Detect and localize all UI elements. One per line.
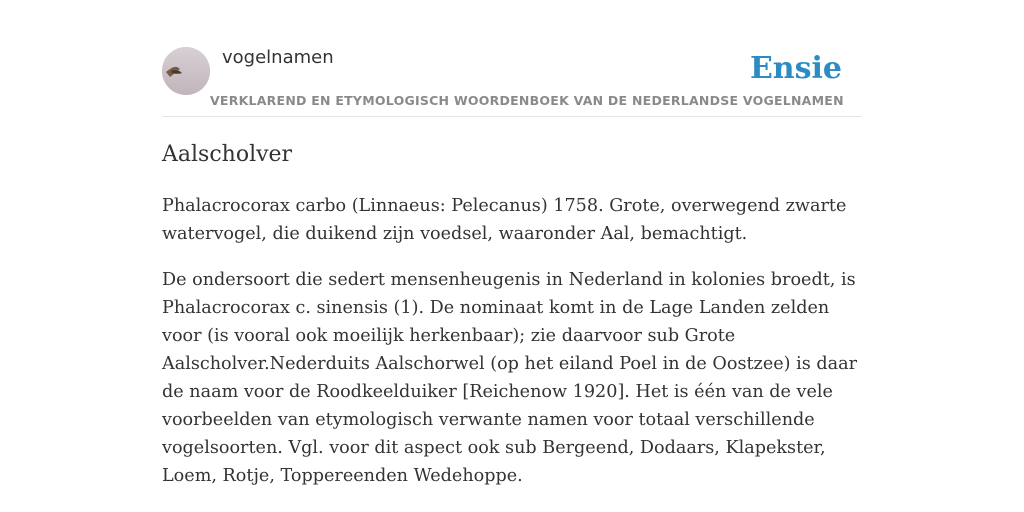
entry-paragraph: De ondersoort die sedert mensenheugenis in Nederland in kolonies broedt, is Phalacrocorax c. sinensis (1). De nominaat komt in de Lage Landen zelden voor (is vooral ook moeilijk herkenbaar); zie daarvoor sub Grote Aalscholver.Nederduits Aalschorwel (op het eiland Poel in de Oostzee) is daar de naam voor de Roodkeelduiker [Reichenow 1920]. Het is één van de vele voorbeelden van etymologisch verwante namen voor totaal verschillende vogelsoorten. Vgl. voor dit aspect ook sub Bergeend, Dodaars, Klapekster, Loem, Rotje, Toppereenden Wedehoppe.: [162, 270, 857, 486]
site-name[interactable]: vogelnamen: [222, 47, 334, 68]
brand-logo[interactable]: Ensie: [749, 51, 842, 86]
site-tagline: VERKLAREND EN ETYMOLOGISCH WOORDENBOEK VAN DE NEDERLANDSE VOGELNAMEN: [210, 93, 844, 108]
avatar[interactable]: [162, 47, 210, 95]
entry-body: [162, 192, 867, 508]
site-header: [162, 46, 862, 117]
entry-title: Aalscholver: [162, 142, 293, 167]
entry-paragraph: Phalacrocorax carbo (Linnaeus: Pelecanus) 1758. Grote, overwegend zwarte watervogel, die duikend zijn voedsel, waaronder Aal, bemachtigt.: [162, 196, 847, 244]
bird-photo-icon: [162, 47, 210, 95]
